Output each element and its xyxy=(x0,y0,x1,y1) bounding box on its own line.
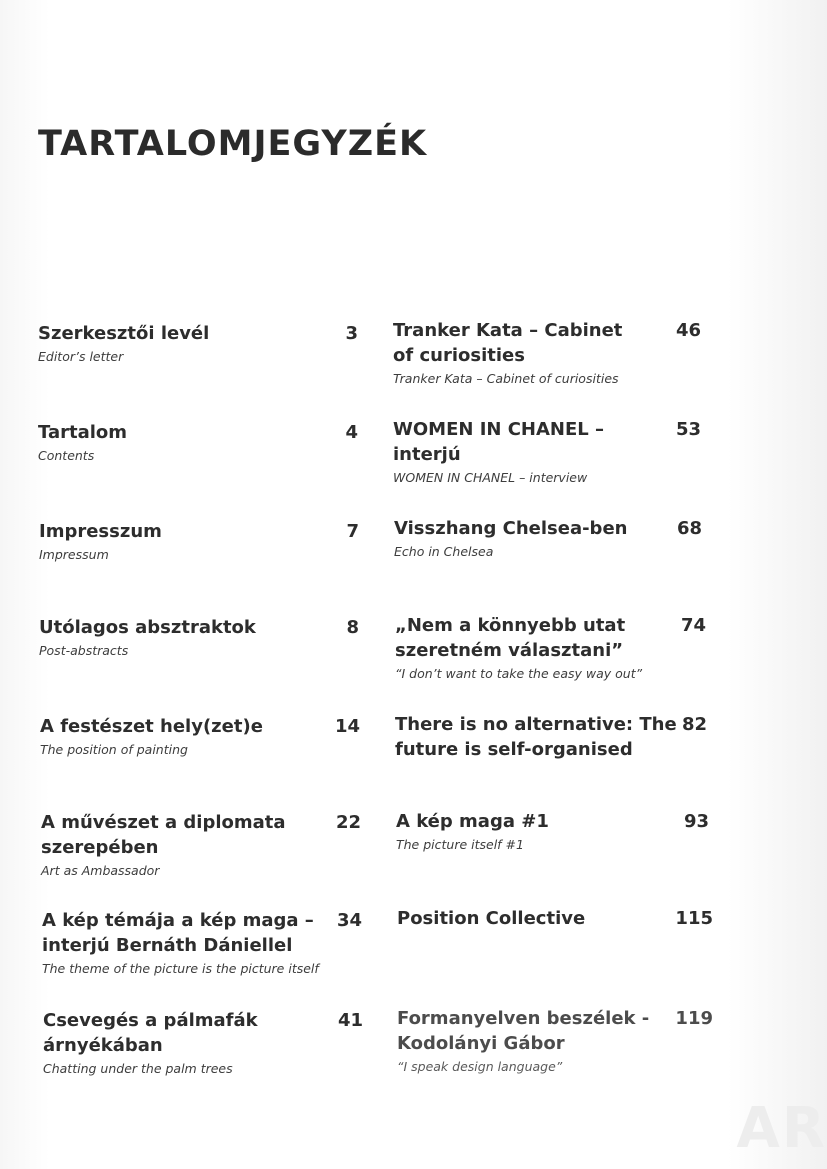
entry-title: Tranker Kata – Cabinet of curiosities xyxy=(393,320,623,366)
page-title: TARTALOMJEGYZÉK xyxy=(38,124,428,164)
entry-title: Szerkesztői levél xyxy=(38,323,210,344)
entry-page-number: 7 xyxy=(346,521,359,542)
entry-title: Visszhang Chelsea-ben xyxy=(394,518,628,539)
toc-entry[interactable] xyxy=(397,1006,717,1076)
toc-entry[interactable] xyxy=(393,318,713,388)
entry-title: Csevegés a pálmafák árnyékában xyxy=(43,1010,258,1056)
entry-title: A művészet a diplomata szerepében xyxy=(41,812,286,858)
entry-title: Impresszum xyxy=(39,521,162,542)
entry-page-number: 14 xyxy=(334,716,360,737)
toc-entry[interactable] xyxy=(41,810,361,880)
entry-title: Utólagos absztraktok xyxy=(39,617,256,638)
entry-page-number: 119 xyxy=(675,1008,713,1029)
toc-entry[interactable] xyxy=(40,714,360,759)
entry-subtitle: Editor’s letter xyxy=(38,349,124,364)
toc-entry[interactable] xyxy=(39,615,359,660)
entry-page-number: 34 xyxy=(336,910,362,931)
entry-title: A festészet hely(zet)e xyxy=(40,716,263,737)
entry-subtitle: WOMEN IN CHANEL – interview xyxy=(393,470,588,485)
entry-subtitle: Tranker Kata – Cabinet of curiosities xyxy=(393,371,619,386)
entry-subtitle: The position of painting xyxy=(40,742,188,757)
entry-subtitle: Chatting under the palm trees xyxy=(43,1061,233,1076)
entry-title: Position Collective xyxy=(397,908,586,929)
entry-page-number: 46 xyxy=(675,320,701,341)
toc-entry[interactable] xyxy=(38,420,358,465)
entry-subtitle: Impressum xyxy=(39,547,109,562)
watermark-text: AR xyxy=(736,1096,827,1161)
toc-entry[interactable] xyxy=(397,906,717,931)
entry-page-number: 41 xyxy=(337,1010,363,1031)
entry-subtitle: Art as Ambassador xyxy=(41,863,160,878)
entry-page-number: 53 xyxy=(675,419,701,440)
entry-subtitle: Echo in Chelsea xyxy=(394,544,494,559)
toc-entry[interactable] xyxy=(43,1008,363,1078)
entry-page-number: 3 xyxy=(345,323,358,344)
entry-page-number: 68 xyxy=(676,518,702,539)
toc-entry[interactable] xyxy=(394,516,714,561)
toc-entry[interactable] xyxy=(42,908,362,978)
toc-entry[interactable] xyxy=(395,712,715,762)
entry-subtitle: “I don’t want to take the easy way out” xyxy=(395,666,643,681)
entry-page-number: 93 xyxy=(683,811,709,832)
entry-subtitle: Contents xyxy=(38,448,95,463)
entry-subtitle: “I speak design language” xyxy=(397,1059,563,1074)
entry-page-number: 115 xyxy=(675,908,713,929)
entry-title: „Nem a könnyebb utat szeretném választani” xyxy=(395,615,626,661)
entry-page-number: 8 xyxy=(346,617,359,638)
toc-entry[interactable] xyxy=(395,613,715,683)
entry-subtitle: The picture itself #1 xyxy=(396,837,524,852)
entry-subtitle: The theme of the picture is the picture itself xyxy=(42,961,319,976)
entry-title: Tartalom xyxy=(38,422,128,443)
toc-entry[interactable] xyxy=(38,321,358,366)
entry-page-number: 82 xyxy=(681,714,707,735)
entry-title: WOMEN IN CHANEL – interjú xyxy=(393,419,605,465)
entry-page-number: 74 xyxy=(680,615,706,636)
entry-title: A kép maga #1 xyxy=(396,811,549,832)
entry-title: Formanyelven beszélek - Kodolányi Gábor xyxy=(397,1008,650,1054)
toc-entry[interactable] xyxy=(39,519,359,564)
entry-title: A kép témája a kép maga – interjú Bernáth Dániellel xyxy=(42,910,314,956)
entry-page-number: 22 xyxy=(335,812,361,833)
entry-page-number: 4 xyxy=(345,422,358,443)
toc-entry[interactable] xyxy=(393,417,713,487)
entry-title: There is no alternative: The future is self-organised xyxy=(395,714,677,760)
toc-entry[interactable] xyxy=(396,809,716,854)
entry-subtitle: Post-abstracts xyxy=(39,643,129,658)
